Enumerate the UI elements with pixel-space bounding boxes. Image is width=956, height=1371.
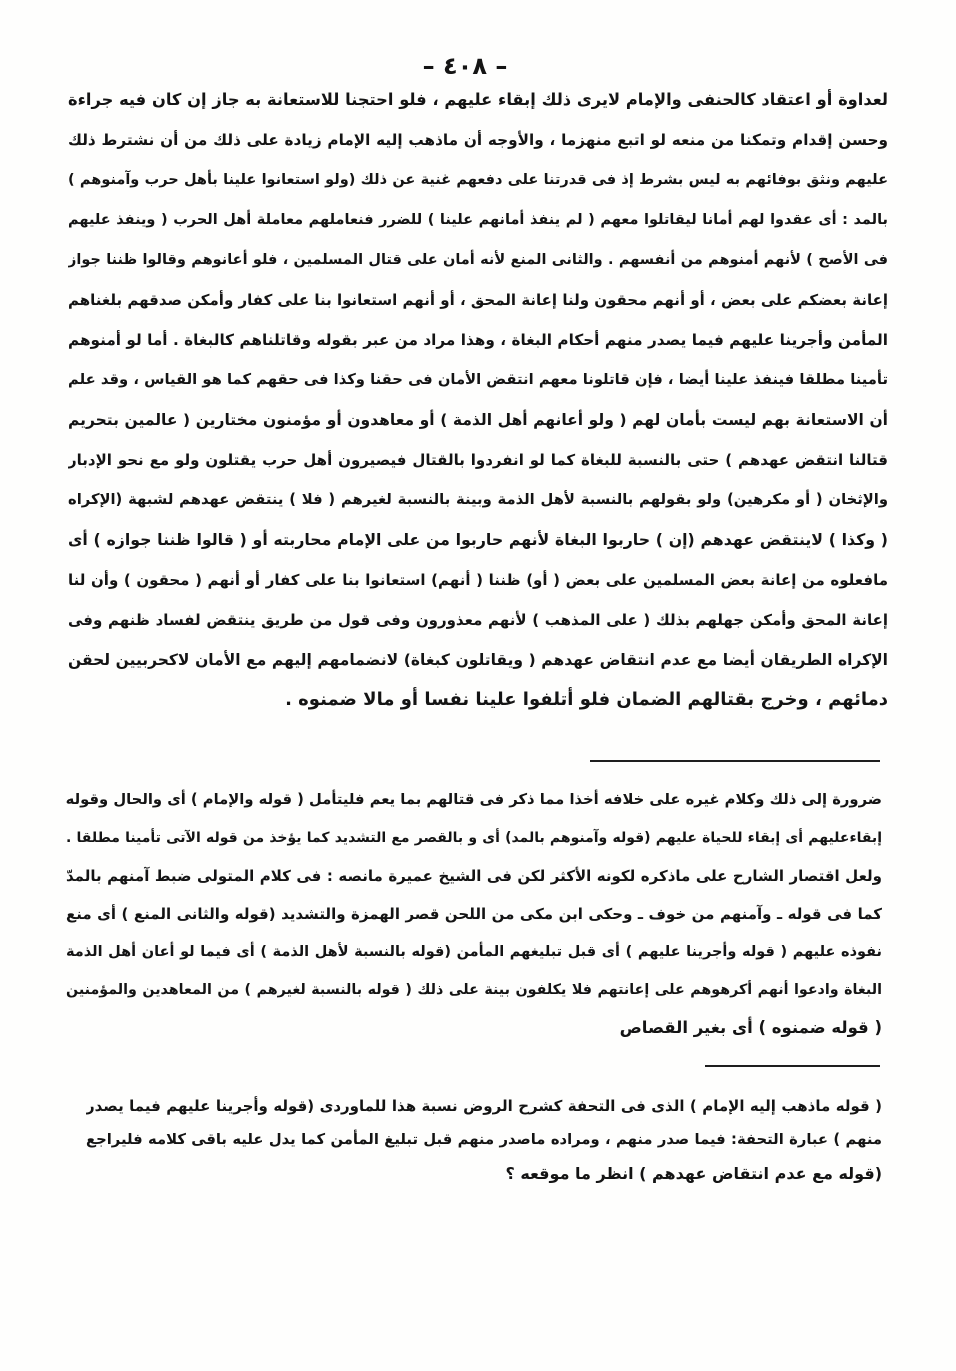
main-text-block [68, 80, 888, 720]
main-text-line: دمائهم ، وخرج بقتالهم الضمان فلو أتلفوا علينا نفسا أو مالا ضمنوه . [285, 689, 888, 710]
commentary-line: ضرورة إلى ذلك وكلام غيره على خلافه أخذا مما ذكر فى قتالهم بما يعم فليتأمل ( قوله والإمام ) أى والحال وقوله [66, 791, 882, 808]
commentary-line: كما فى قوله ـ وآمنهم من خوف ـ وحكى ابن مكى من اللحن قصر الهمزة والتشديد (قوله والثانى المنع ) أى منع [66, 905, 882, 923]
commentary-line: ولعل اقتصار الشارح على ماذكره لكونه الأكثر لكن فى الشيخ عميرة مانصه : فى كلام المتولى ضبط آمنهم بالمدّ [66, 867, 882, 885]
main-text-line: والإثخان ( أو مكرهين) ولو بقولهم بالنسبة لأهل الذمة وبينة بالنسبة لغيرهم ( فلا ) ينتقض عهدهم لشبهة (الإكراه [68, 491, 888, 508]
commentary-line: ( قوله ماذهب إليه الإمام ) الذى فى التحفة كشرح الروض نسبة هذا للماوردى (قوله وأجرينا عليهم فيما يصدر [86, 1097, 882, 1115]
commentary-block-2 [86, 1089, 882, 1191]
footnote-separator-rule [705, 1065, 880, 1067]
commentary-line: نفوذه عليهم ( قوله وأجرينا عليهم ) أى قبل تبليغهم المأمن (قوله بالنسبة لأهل الذمة ) أى فيما لو أعان أهل الذمة [66, 944, 882, 960]
main-text-line: أن الاستعانة بهم ليست بأمان لهم ( ولو أعانهم أهل الذمة ) أو معاهدون أو مؤمنون مختارين ( عالمين بتحريم [68, 411, 888, 429]
main-text-line: بالمد : أى عقدوا لهم أمانا ليقاتلوا معهم ( لم ينفذ أمانهم علينا ) للضرر فنعاملهم معاملة أهل الحرب ( وينفذ عليهم [68, 212, 888, 228]
commentary-line: البغاة وادعوا أنهم أكرهوهم على إعانتهم فلا يكلفون بينة على ذلك ( قوله بالنسبة لغيرهم ) من المعاهدين والمؤمنين [66, 982, 882, 998]
main-text-line: وحسن إقدام وتمكنا من منعه لو اتبع منهزما ، والأوجه أن ماذهب إليه الإمام زيادة على ذلك من أن نشترط ذلك [68, 131, 888, 149]
page-number: – ٤٠٨ – [422, 52, 508, 80]
commentary-line: منهم ) عبارة التحفة: فيما صدر منهم ، ومراده ماصدر منهم قبل تبليغ المأمن كما يدل عليه باقى كلامه فليراجع [86, 1131, 882, 1148]
main-text-line: ( وكذا ) لاينتقض عهدهم (إن ) حاربوا البغاة لأنهم حاربوا من على الإمام محاربته أو ( قالوا ظننا جوازه ) أى [68, 530, 888, 549]
main-text-line: لعداوة أو اعتقاد كالحنفى والإمام لايرى ذلك إبقاء عليهم ، فلو احتجنا للاستعانة به جاز إن كان فيه جراءة [68, 90, 888, 109]
main-text-line: تأمينا مطلقا فينفذ علينا أيضا ، فإن قاتلونا معهم انتقض الأمان فى حقنا وكذا فى حقهم كما هو القياس ، وقد علم [68, 371, 888, 388]
main-text-line: فى الأصح ) لأنهم أمنوهم من أنفسهم . والثانى المنع لأنه أمان على قتال المسلمين ، فلو أعانوهم وقالوا ظننا جواز [68, 252, 888, 268]
main-text-line: الإكراه الطريقان أيضا مع عدم انتقاض عهدهم ( ويقاتلون كبغاة) لانضمامهم إليهم مع الأمان لاكحربيين لحقن [68, 651, 888, 669]
main-text-line: إعانة المحق وأمكن جهلهم بذلك ( على المذهب ) لأنهم معذورون وفى قول من طريق ينتقض لفساد ظنهم وفى [68, 611, 888, 629]
commentary-line: ( قوله ضمنوه ) أى بغير القصاص [619, 1018, 882, 1037]
commentary-line: (قوله مع عدم انتقاض عهدهم ) انظر ما موقعه ؟ [505, 1164, 882, 1183]
footnote-separator-rule [590, 760, 880, 762]
commentary-block-1 [66, 781, 882, 1047]
commentary-line: إبقاءعليهم أى إبقاء للحياة عليهم (قوله وآمنوهم بالمد) أى و بالقصر مع التشديد كما يؤخذ من قوله الآتى تأمينا مطلقا . [66, 830, 882, 846]
main-text-line: إعانة بعضكم على بعض ، أو أنهم محقون ولنا إعانة المحق ، أو أنهم استعانوا بنا على كفار وأمكن صدقهم بلغناهم [68, 291, 888, 309]
main-text-line: قتالنا انتقض عهدهم ) حتى بالنسبة للبغاة كما لو انفردوا بالقتال فيصيرون أهل حرب يقتلون ولو مع نحو الإدبار [68, 451, 888, 469]
main-text-line: عليهم ونثق بوفائهم به ليس بشرط إذ فى قدرتنا على دفعهم غنية عن ذلك (ولو استعانوا علينا بأهل حرب وآمنوهم ) [68, 172, 888, 188]
main-text-line: المأمن وأجرينا عليهم فيما يصدر منهم أحكام البغاة ، وهذا مراد من عبر بقوله وقاتلناهم كالبغاة . أما لو أمنوهم [68, 331, 888, 349]
main-text-line: مافعلوه من إعانة بعض المسلمين على بعض ( أو) ظننا ( أنهم) استعانوا بنا على كفار أو أنهم ( محقون ) وأن لنا [68, 571, 888, 589]
